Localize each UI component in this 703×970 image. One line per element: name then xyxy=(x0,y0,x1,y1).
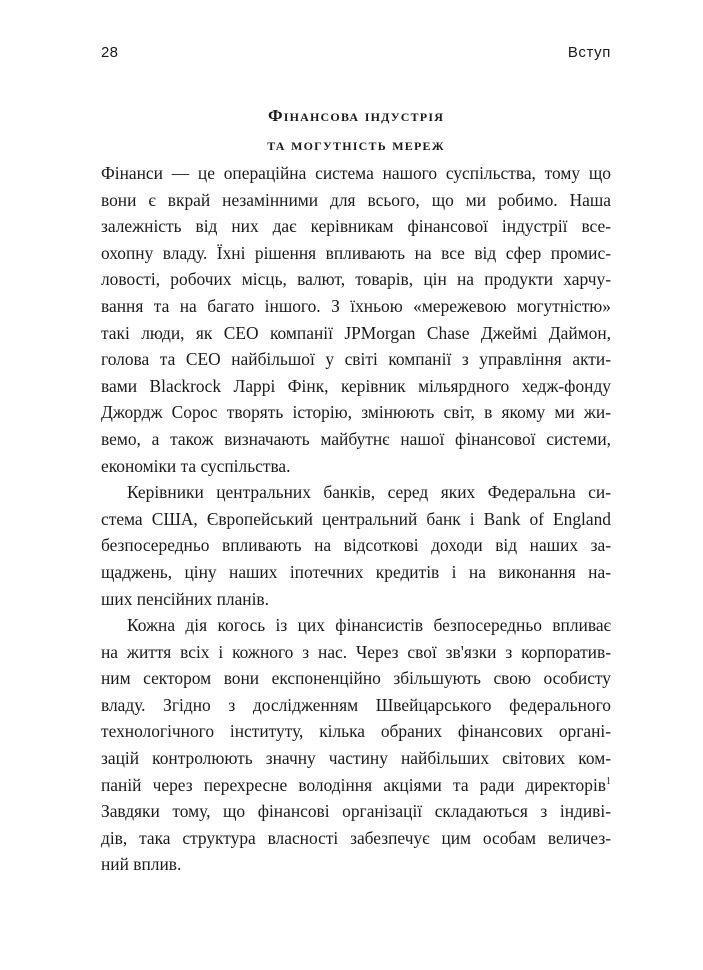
text-line: зацій контролюють значну частину найбільших світових ком- xyxy=(101,748,611,769)
section-title-line-2: та могутність мереж xyxy=(267,135,445,154)
text-line: охопну владу. Їхні рішення впливають на все від сфер промис- xyxy=(101,242,611,263)
text-line: такі люди, як CEO компанії JPMorgan Chase Джеймі Даймон, xyxy=(101,322,611,343)
text-line: ним сектором вони експоненційно збільшують свою особисту xyxy=(101,668,611,689)
text-line: безпосередньо впливають на відсоткові доходи від наших за- xyxy=(101,535,611,556)
text-line: вання та на багато іншого. З їхньою «мережевою могутністю» xyxy=(101,295,611,316)
text-line-content: паній через перехресне володіння акціями та ради директорів xyxy=(101,774,606,795)
text-line: технологічного інституту, кілька обраних фінансових органі- xyxy=(101,721,611,742)
text-line: Завдяки тому, що фінансові організації складаються з індиві- xyxy=(101,801,611,822)
section-title-line-1: Фінансова індустрія xyxy=(267,106,445,125)
running-head: Вступ xyxy=(567,44,611,61)
text-line: Керівники центральних банків, серед яких Федеральна си- xyxy=(127,482,611,503)
text-line: дів, така структура власності забезпечує цим особам величез- xyxy=(101,827,611,848)
paragraph-1 xyxy=(101,160,611,479)
text-line: вемо, а також визначають майбутнє нашої фінансової системи, xyxy=(101,428,611,449)
text-line: ших пенсійних планів. xyxy=(101,588,269,609)
text-line: стема США, Європейський центральний банк і Bank of England xyxy=(101,508,611,529)
text-line: вони є вкрай незамінними для всього, що ми робимо. Наша xyxy=(101,189,611,210)
page-number: 28 xyxy=(101,44,119,61)
text-line: залежність від них дає керівникам фінансової індустрії все- xyxy=(101,216,611,237)
paragraph-2 xyxy=(101,479,611,612)
body-text xyxy=(101,160,611,878)
text-line: на життя всіх і кожного з нас. Через свої зв'язки з корпоратив- xyxy=(101,641,611,662)
text-line: Джордж Сорос творять історію, змінюють світ, в якому ми жи- xyxy=(101,402,611,423)
text-line: голова та CEO найбільшої у світі компанії з управління акти- xyxy=(101,349,611,370)
text-line: ний вплив. xyxy=(101,854,182,875)
text-line: економіки та суспільства. xyxy=(101,455,291,476)
text-line: ловості, робочих місць, валют, товарів, цін на продукти харчу- xyxy=(101,269,611,290)
text-line-with-footnote xyxy=(101,772,611,799)
paragraph-3 xyxy=(101,612,611,878)
text-line: вами Blackrock Ларрі Фінк, керівник мільярдного хедж-фонду xyxy=(101,375,611,396)
section-title xyxy=(101,101,611,159)
text-line: Кожна дія когось із цих фінансистів безпосередньо впливає xyxy=(127,615,611,636)
text-line: владу. Згідно з дослідженням Швейцарського федерального xyxy=(101,694,611,715)
footnote-marker[interactable]: 1 xyxy=(606,775,611,787)
text-line: щаджень, ціну наших іпотечних кредитів і на виконання на- xyxy=(101,561,611,582)
text-line: Фінанси — це операційна система нашого суспільства, тому що xyxy=(101,163,611,183)
